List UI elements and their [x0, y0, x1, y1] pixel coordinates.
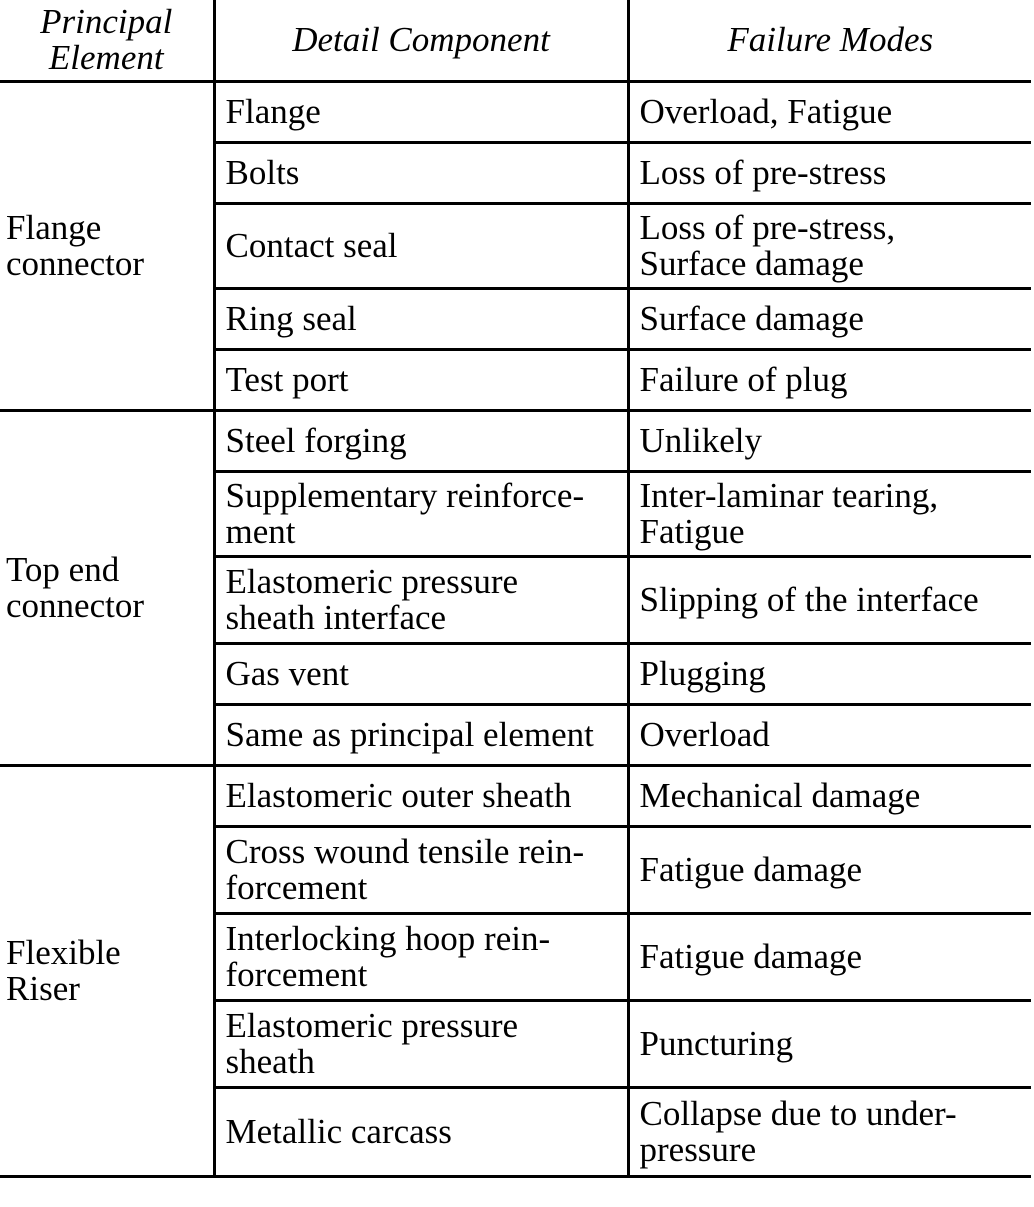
principal-element-cell: Top end connector — [0, 411, 214, 766]
detail-component-cell: Interlocking hoop rein- forcement — [214, 914, 628, 1001]
failure-mode-cell: Overload — [628, 705, 1031, 766]
detail-component-cell: Elastomeric pressure sheath interface — [214, 557, 628, 644]
header-principal-element: Principal Element — [0, 0, 214, 82]
failure-mode-cell: Fatigue damage — [628, 827, 1031, 914]
failure-mode-cell: Mechanical damage — [628, 766, 1031, 827]
principal-element-cell: Flexible Riser — [0, 766, 214, 1177]
detail-component-cell: Same as principal element — [214, 705, 628, 766]
detail-component-cell: Ring seal — [214, 289, 628, 350]
failure-mode-cell: Surface damage — [628, 289, 1031, 350]
failure-mode-cell: Plugging — [628, 644, 1031, 705]
detail-component-cell: Elastomeric pressure sheath — [214, 1001, 628, 1088]
failure-mode-cell: Loss of pre-stress, Surface damage — [628, 204, 1031, 289]
failure-mode-cell: Slipping of the interface — [628, 557, 1031, 644]
detail-component-cell: Contact seal — [214, 204, 628, 289]
header-row — [0, 0, 1031, 82]
detail-component-cell: Elastomeric outer sheath — [214, 766, 628, 827]
table-row — [0, 411, 1031, 472]
detail-component-cell: Gas vent — [214, 644, 628, 705]
detail-component-cell: Cross wound tensile rein- forcement — [214, 827, 628, 914]
detail-component-cell: Flange — [214, 82, 628, 143]
detail-component-cell: Steel forging — [214, 411, 628, 472]
detail-component-cell: Supplementary reinforce- ment — [214, 472, 628, 557]
header-detail-component: Detail Component — [214, 0, 628, 82]
detail-component-cell: Metallic carcass — [214, 1088, 628, 1177]
header-failure-modes: Failure Modes — [628, 0, 1031, 82]
table-row — [0, 82, 1031, 143]
failure-mode-cell: Failure of plug — [628, 350, 1031, 411]
failure-mode-cell: Puncturing — [628, 1001, 1031, 1088]
failure-mode-cell: Unlikely — [628, 411, 1031, 472]
detail-component-cell: Bolts — [214, 143, 628, 204]
detail-component-cell: Test port — [214, 350, 628, 411]
failure-mode-cell: Overload, Fatigue — [628, 82, 1031, 143]
failure-mode-cell: Fatigue damage — [628, 914, 1031, 1001]
principal-element-cell: Flange connector — [0, 82, 214, 411]
table-row — [0, 766, 1031, 827]
failure-mode-cell: Loss of pre-stress — [628, 143, 1031, 204]
failure-mode-cell: Collapse due to under- pressure — [628, 1088, 1031, 1177]
failure-mode-cell: Inter-laminar tearing, Fatigue — [628, 472, 1031, 557]
